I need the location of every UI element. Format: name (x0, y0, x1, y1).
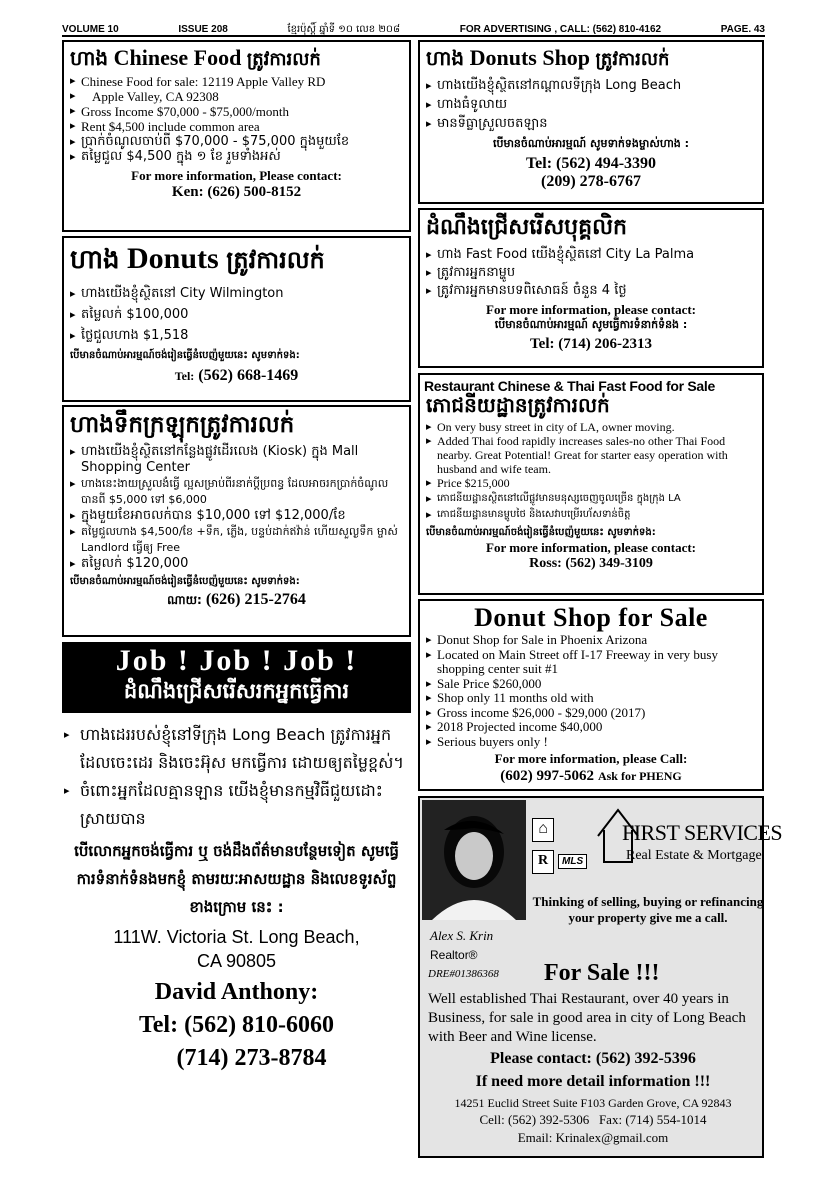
item-list (420, 633, 762, 749)
list-item: ▸ Added Thai food rapidly increases sales-no other Thai Food nearby. Great Potential! Great for starter easy operation with husband and wife team. (426, 434, 756, 476)
list-item: ▸ Price $215,000 (426, 476, 756, 491)
header-rule (62, 35, 765, 37)
body-text: Well established Thai Restaurant, over 40 years in Business, for sale in good area in city of Long Beach with Beer and Wine license. (428, 991, 746, 1045)
contact-text: For more information, please contact: (486, 540, 696, 555)
item-list (420, 72, 762, 137)
item-list (420, 244, 762, 302)
list-item: ▸ ហាងនេះងាយស្រួលងំធ្វើ ល្អសម្រាប់ពីរនាក់ប្តីប្រពន្ធ ដែលអាចរកប្រាក់ចំណូលបានពី $5,000 ទៅ $6,000 (70, 476, 403, 508)
item-list (420, 418, 762, 525)
list-item: ▸ ហាង Fast Food យើងខ្ញុំស្ថិតនៅ City La Palma (426, 246, 756, 264)
headline: For Sale !!! (544, 960, 660, 986)
list-item: ▸ ក្នុងមួយខែអាចលក់បាន $10,000 ទៅ $12,000/ខែ (70, 508, 403, 524)
tagline: Thinking of selling, buying or refinancing your property give me a call. (532, 894, 764, 925)
list-item: ▸ ថ្លៃជួលហាង $1,518 (70, 325, 403, 346)
ad-kiosk (62, 405, 411, 637)
agent-name: Alex S. Krin (430, 928, 494, 943)
list-item: ▸ Serious buyers only ! (426, 735, 756, 750)
jobs-title: Job ! Job ! Job ! (115, 644, 358, 677)
ad-title: ហាងទឹកក្រឡុកត្រូវការលក់ (70, 412, 295, 438)
ad-title: ហាង Donuts ត្រូវការលក់ (70, 242, 325, 275)
phone-line: Tel: (562) 668-1469 (174, 367, 299, 384)
realtor-icon: R (532, 850, 554, 874)
list-item: ▸ Apple Valley, CA 92308 (70, 89, 403, 104)
contact-text: For more information, please Call: (494, 751, 688, 766)
phone: Ken: (626) 500-8152 (171, 184, 302, 201)
list-item: ▸ Located on Main Street off I-17 Freeway in very busy shopping center suit #1 (426, 648, 756, 677)
phone: Ross: (562) 349-3109 (529, 556, 653, 571)
more-info: If need more detail information !!! (475, 1073, 711, 1090)
list-item: ▸ Chinese Food for sale: 12119 Apple Valley RD (70, 74, 403, 89)
list-item: ▸ តម្លៃជួលហាង $4,500/ខែ +ទឹក, ភ្លើង, បន្ទប់ដាក់ឥវ៉ាន់ ហើយសួល្ងទឹក ម្ចាស់ Landlord ធ្វើឲ្យ Free (70, 524, 403, 556)
phone: Tel: (714) 206-2313 (530, 336, 652, 353)
equal-housing-icon: ⌂ (532, 818, 554, 842)
ad-hiring (418, 208, 764, 368)
list-item: ▸ ភោជនីយដ្ឋានស្ថិតនៅលើផ្លូវមានមនុស្សចេញចូលច្រើន ក្នុងក្រុង LA (426, 491, 756, 507)
ad-title: Donut Shop for Sale (474, 603, 708, 632)
list-item: ▸ Rent $4,500 include common area (70, 119, 403, 134)
jobs-address: 111W. Victoria St. Long Beach, CA 90805 (113, 927, 360, 971)
phone: Tel: (562) 494-3390 (525, 155, 657, 173)
first-services-logo: FIRST SERVICES Real Estate & Mortgage (596, 804, 762, 872)
list-item: ▸ Donut Shop for Sale in Phoenix Arizona (426, 633, 756, 648)
ad-chinese-food (62, 40, 411, 232)
mls-logo: MLS (558, 854, 587, 869)
list-item: ▸ មានទីធ្លាស្រួលចតឡាន (426, 114, 756, 133)
phone-line: (602) 997-5062 Ask for PHENG (500, 768, 682, 784)
ad-title-km: ភោជនីយដ្ឋានត្រូវការលក់ (426, 393, 610, 417)
contact-text: បើមានចំណាប់អារម្មណ៍ចង់រៀនធ្វើនំបេញ៉មួយនេះ សូមទាក់ទង: (70, 576, 300, 588)
contact-text: បើមានចំណាប់អារម្មណ៍ចង់រៀនធ្វើនំបេញ៉មួយនេះ សូមទាក់ទង: (70, 350, 300, 361)
ad-title: Restaurant Chinese & Thai Fast Food for Sale (424, 378, 715, 394)
page-header (62, 22, 765, 36)
list-item: ▸ ហាងយើងខ្ញុំស្ថិតនៅកន្លែងផ្លូវដើរលេង (Kiosk) ក្នុង Mall Shopping Center (70, 444, 403, 476)
list-item: ▸ ប្រាក់ចំណូលចាប់ពី $70,000 - $75,000 ក្នុងមួយខែ (70, 134, 403, 149)
list-item: ▸ Gross income $26,000 - $29,000 (2017) (426, 706, 756, 721)
page-number: PAGE. 43 (720, 23, 765, 35)
portrait-image (422, 800, 526, 920)
list-item: ▸ តម្លៃលក់ $100,000 (70, 304, 403, 325)
list-item: ▸ Shop only 11 months old with (426, 691, 756, 706)
email: Email: Krinalex@gmail.com (517, 1130, 669, 1145)
address: 14251 Euclid Street Suite F103 Garden Grove, CA 92843 (454, 1096, 732, 1110)
contact-phone: Please contact: (562) 392-5396 (490, 1050, 696, 1067)
phone: Tel: (562) 810-6060 (138, 1012, 335, 1038)
item-list (64, 277, 409, 348)
contact-text-km: បើមានចំណាប់អារម្មណ៍ចង់រៀនធ្វើនំបេញ៉មួយនេះ សូមទាក់ទង: (426, 527, 656, 538)
ad-jobs (62, 642, 411, 1154)
item-list (64, 442, 409, 574)
list-item: ▸ ហាងយើងខ្ញុំស្ថិតនៅកណ្តាលទីក្រុង Long Beach (426, 76, 756, 95)
contact-name: David Anthony: (154, 979, 319, 1005)
list-item: ▸ Gross Income $70,000 - $75,000/month (70, 104, 403, 119)
phone-line: ណាយ: (626) 215-2764 (167, 591, 306, 609)
contact-text: For more information, Please contact: (131, 168, 342, 184)
ad-title: ហាង Chinese Food ត្រូវការលក់ (70, 45, 321, 70)
list-item: ▸ On very busy street in city of LA, owner moving. (426, 420, 756, 434)
ad-donuts-shop (418, 40, 764, 204)
jobs-title-km: ដំណឹងជ្រើសរើសរកអ្នកធ្វើការ (123, 679, 350, 703)
advertising-line: FOR ADVERTISING , CALL: (562) 810-4162 (459, 23, 662, 35)
list-item: ▸ 2018 Projected income $40,000 (426, 720, 756, 735)
ad-donuts-wilmington (62, 236, 411, 402)
list-item: ▸ តម្លៃជួល $4,500 ក្នុង ១ ខែ រួមទាំងអស់ (70, 149, 403, 164)
phone: (209) 278-6767 (541, 173, 641, 191)
ad-donut-phoenix (418, 599, 764, 791)
issue: ISSUE 208 (178, 23, 228, 35)
jobs-body: បើលោកអ្នកចង់ធ្វើការ ឬ ចង់ដឹងព័ត៌មានបន្ថែមទៀត សូមធ្វើការទំនាក់ទំនងមកខ្ញុំ តាមរយៈអាសយដ្ឋាន និងលេខទូរស័ព្ទខាងក្រោម នេះ : (74, 842, 399, 916)
agent-photo (422, 800, 526, 920)
ad-chinese-thai (418, 373, 764, 595)
contact-text: For more information, please contact: (486, 302, 696, 318)
contact-text: បើមានចំណាប់អារម្មណ៍ សូមទាក់ទងម្ចាស់ហាង : (492, 137, 690, 151)
ad-title: ហាង Donuts Shop ត្រូវការលក់ (426, 45, 670, 70)
list-item: ▸ ត្រូវការអ្នកមានបទពិសោធន៍ ចំនួន 4 ថ្ងៃ (426, 282, 756, 300)
cell-fax: Cell: (562) 392-5306 Fax: (714) 554-1014 (479, 1112, 707, 1127)
item-list (64, 72, 409, 166)
list-item: ▸ ហាងដេររបស់ខ្ញុំនៅទីក្រុង Long Beach ត្រូវការអ្នកដែលចេះដេរ និងចេះអ៊ុស មកធ្វើការ ដោយឲ្យតម្លៃខ្ពស់។ (64, 721, 409, 777)
dre-number: DRE#01386368 (428, 968, 499, 980)
list-item: ▸ ហាងយើងខ្ញុំស្ថិតនៅ City Wilmington (70, 283, 403, 304)
agent-title: Realtor® (430, 948, 478, 962)
item-list (62, 713, 411, 837)
volume: VOLUME 10 (62, 23, 119, 35)
list-item: ▸ ត្រូវការអ្នកនាម្ហូប (426, 264, 756, 282)
list-item: ▸ ចំពោះអ្នកដែលគ្មានឡាន យើងខ្ញុំមានកម្មវិធីជួយដោះស្រាយបាន (64, 777, 409, 833)
list-item: ▸ ហាងធំទូលាយ (426, 95, 756, 114)
ad-first-services (418, 796, 783, 1158)
ad-title: ដំណឹងជ្រើសរើសបុគ្គលិក (426, 215, 627, 240)
khmer-date: ខ្មែរប៉ុស្តិ៍ ឆ្នាំទី ១០ លេខ ២០៨ (287, 23, 401, 35)
contact-text-km: បើមានចំណាប់អារម្មណ៍ សូមធ្វើការទំនាក់ទំនង : (494, 318, 688, 332)
phone: (714) 273-8784 (176, 1045, 327, 1071)
list-item: ▸ តម្លៃលក់ $120,000 (70, 556, 403, 572)
list-item: ▸ Sale Price $260,000 (426, 677, 756, 692)
jobs-banner (62, 642, 411, 713)
list-item: ▸ ភោជនីយដ្ឋានមានម្ហូបថៃ និងសេវាបម្រើរហ័សទាន់ចិត្ត (426, 507, 756, 523)
